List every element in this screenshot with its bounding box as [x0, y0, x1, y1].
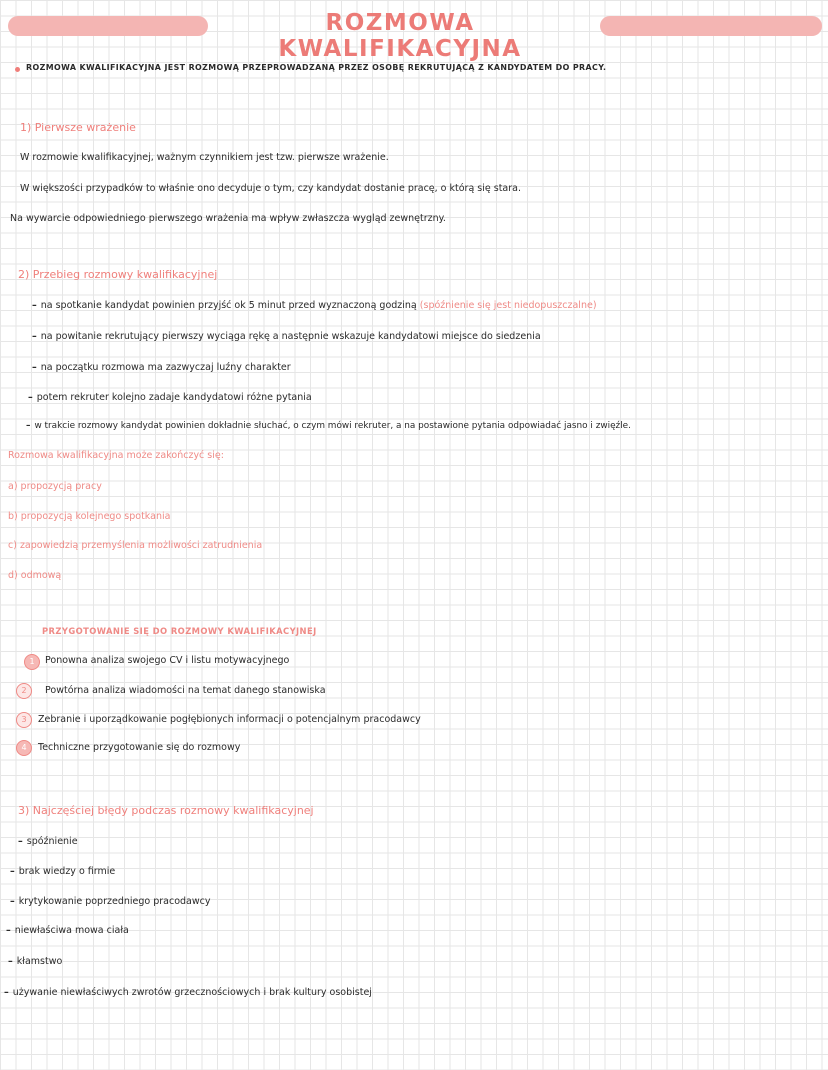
- preparation-item: Ponowna analiza swojego CV i listu motywacyjnego: [45, 655, 290, 666]
- section3-item-text: kłamstwo: [16, 956, 63, 967]
- section2-item-text: w trakcie rozmowy kandydat powinien dokładnie słuchać, o czym mówi rekruter, a na postawione pytania odpowiadać jasno i zwięźle.: [34, 421, 631, 431]
- section3-item-text: spóźnienie: [26, 836, 78, 847]
- section2-item-note: (spóźnienie się jest niedopuszczalne): [419, 300, 597, 311]
- section2-item-text: na początku rozmowa ma zazwyczaj luźny charakter: [40, 362, 291, 373]
- dash-icon: –: [32, 300, 37, 311]
- dash-icon: –: [10, 896, 15, 907]
- section3-item-text: krytykowanie poprzedniego pracodawcy: [18, 896, 211, 907]
- title-banner-left: [8, 16, 208, 36]
- section2-item: [32, 362, 291, 373]
- ending-item: d) odmową: [8, 570, 62, 581]
- section1-heading: 1) Pierwsze wrażenie: [20, 121, 136, 134]
- dash-icon: –: [18, 836, 23, 847]
- dash-icon: –: [28, 392, 33, 403]
- intro-text: ROZMOWA KWALIFIKACYJNA JEST ROZMOWĄ PRZEPROWADZANĄ PRZEZ OSOBĘ REKRUTUJĄCĄ Z KANDYDATEM DO PRACY.: [26, 63, 607, 72]
- section3-item-text: niewłaściwa mowa ciała: [14, 925, 129, 936]
- preparation-item: Techniczne przygotowanie się do rozmowy: [38, 742, 241, 753]
- page-title: ROZMOWA KWALIFIKACYJNA: [278, 10, 522, 62]
- section3-item: [18, 836, 78, 847]
- section3-item: [6, 925, 129, 936]
- title-banner-right: [600, 16, 822, 36]
- dash-icon: –: [32, 362, 37, 373]
- section2-item: [28, 392, 312, 403]
- number-2-icon: 2: [16, 683, 32, 699]
- section2-item-text: na spotkanie kandydat powinien przyjść ok 5 minut przed wyznaczoną godziną: [40, 300, 417, 311]
- section3-item: [8, 956, 62, 967]
- section3-item: [4, 987, 372, 998]
- section1-line: Na wywarcie odpowiedniego pierwszego wrażenia ma wpływ zwłaszcza wygląd zewnętrzny.: [10, 213, 446, 224]
- preparation-item: Zebranie i uporządkowanie pogłębionych informacji o potencjalnym pracodawcy: [38, 714, 421, 725]
- section3-item-text: brak wiedzy o firmie: [18, 866, 116, 877]
- section3-item-text: używanie niewłaściwych zwrotów grzecznościowych i brak kultury osobistej: [12, 987, 372, 998]
- dash-icon: –: [4, 987, 9, 998]
- number-3-icon: 3: [16, 712, 32, 728]
- ending-item: c) zapowiedzią przemyślenia możliwości zatrudnienia: [8, 540, 263, 551]
- section2-item: [32, 300, 597, 311]
- dash-icon: –: [8, 956, 13, 967]
- section3-item: [10, 866, 115, 877]
- section2-item-text: potem rekruter kolejno zadaje kandydatowi różne pytania: [36, 392, 312, 403]
- number-1-icon: 1: [24, 654, 40, 670]
- endings-heading: Rozmowa kwalifikacyjna może zakończyć się:: [8, 450, 224, 461]
- section2-item: [32, 331, 541, 342]
- section2-heading: 2) Przebieg rozmowy kwalifikacyjnej: [18, 268, 218, 281]
- section3-item: [10, 896, 211, 907]
- section1-line: W rozmowie kwalifikacyjnej, ważnym czynnikiem jest tzw. pierwsze wrażenie.: [20, 152, 389, 163]
- preparation-item: Powtórna analiza wiadomości na temat danego stanowiska: [45, 685, 326, 696]
- intro-bullet-icon: [15, 67, 20, 72]
- ending-item: a) propozycją pracy: [8, 481, 102, 492]
- number-4-icon: 4: [16, 740, 32, 756]
- section2-item-text: na powitanie rekrutujący pierwszy wyciąga rękę a następnie wskazuje kandydatowi miejsce do siedzenia: [40, 331, 541, 342]
- ending-item: b) propozycją kolejnego spotkania: [8, 511, 171, 522]
- section1-line: W większości przypadków to właśnie ono decyduje o tym, czy kandydat dostanie pracę, o którą się stara.: [20, 183, 521, 194]
- preparation-heading: PRZYGOTOWANIE SIĘ DO ROZMOWY KWALIFIKACYJNEJ: [42, 626, 317, 636]
- dash-icon: –: [32, 331, 37, 342]
- dash-icon: –: [10, 866, 15, 877]
- dash-icon: –: [26, 421, 31, 431]
- section3-heading: 3) Najczęściej błędy podczas rozmowy kwalifikacyjnej: [18, 804, 314, 817]
- section2-item: [26, 421, 631, 431]
- dash-icon: –: [6, 925, 11, 936]
